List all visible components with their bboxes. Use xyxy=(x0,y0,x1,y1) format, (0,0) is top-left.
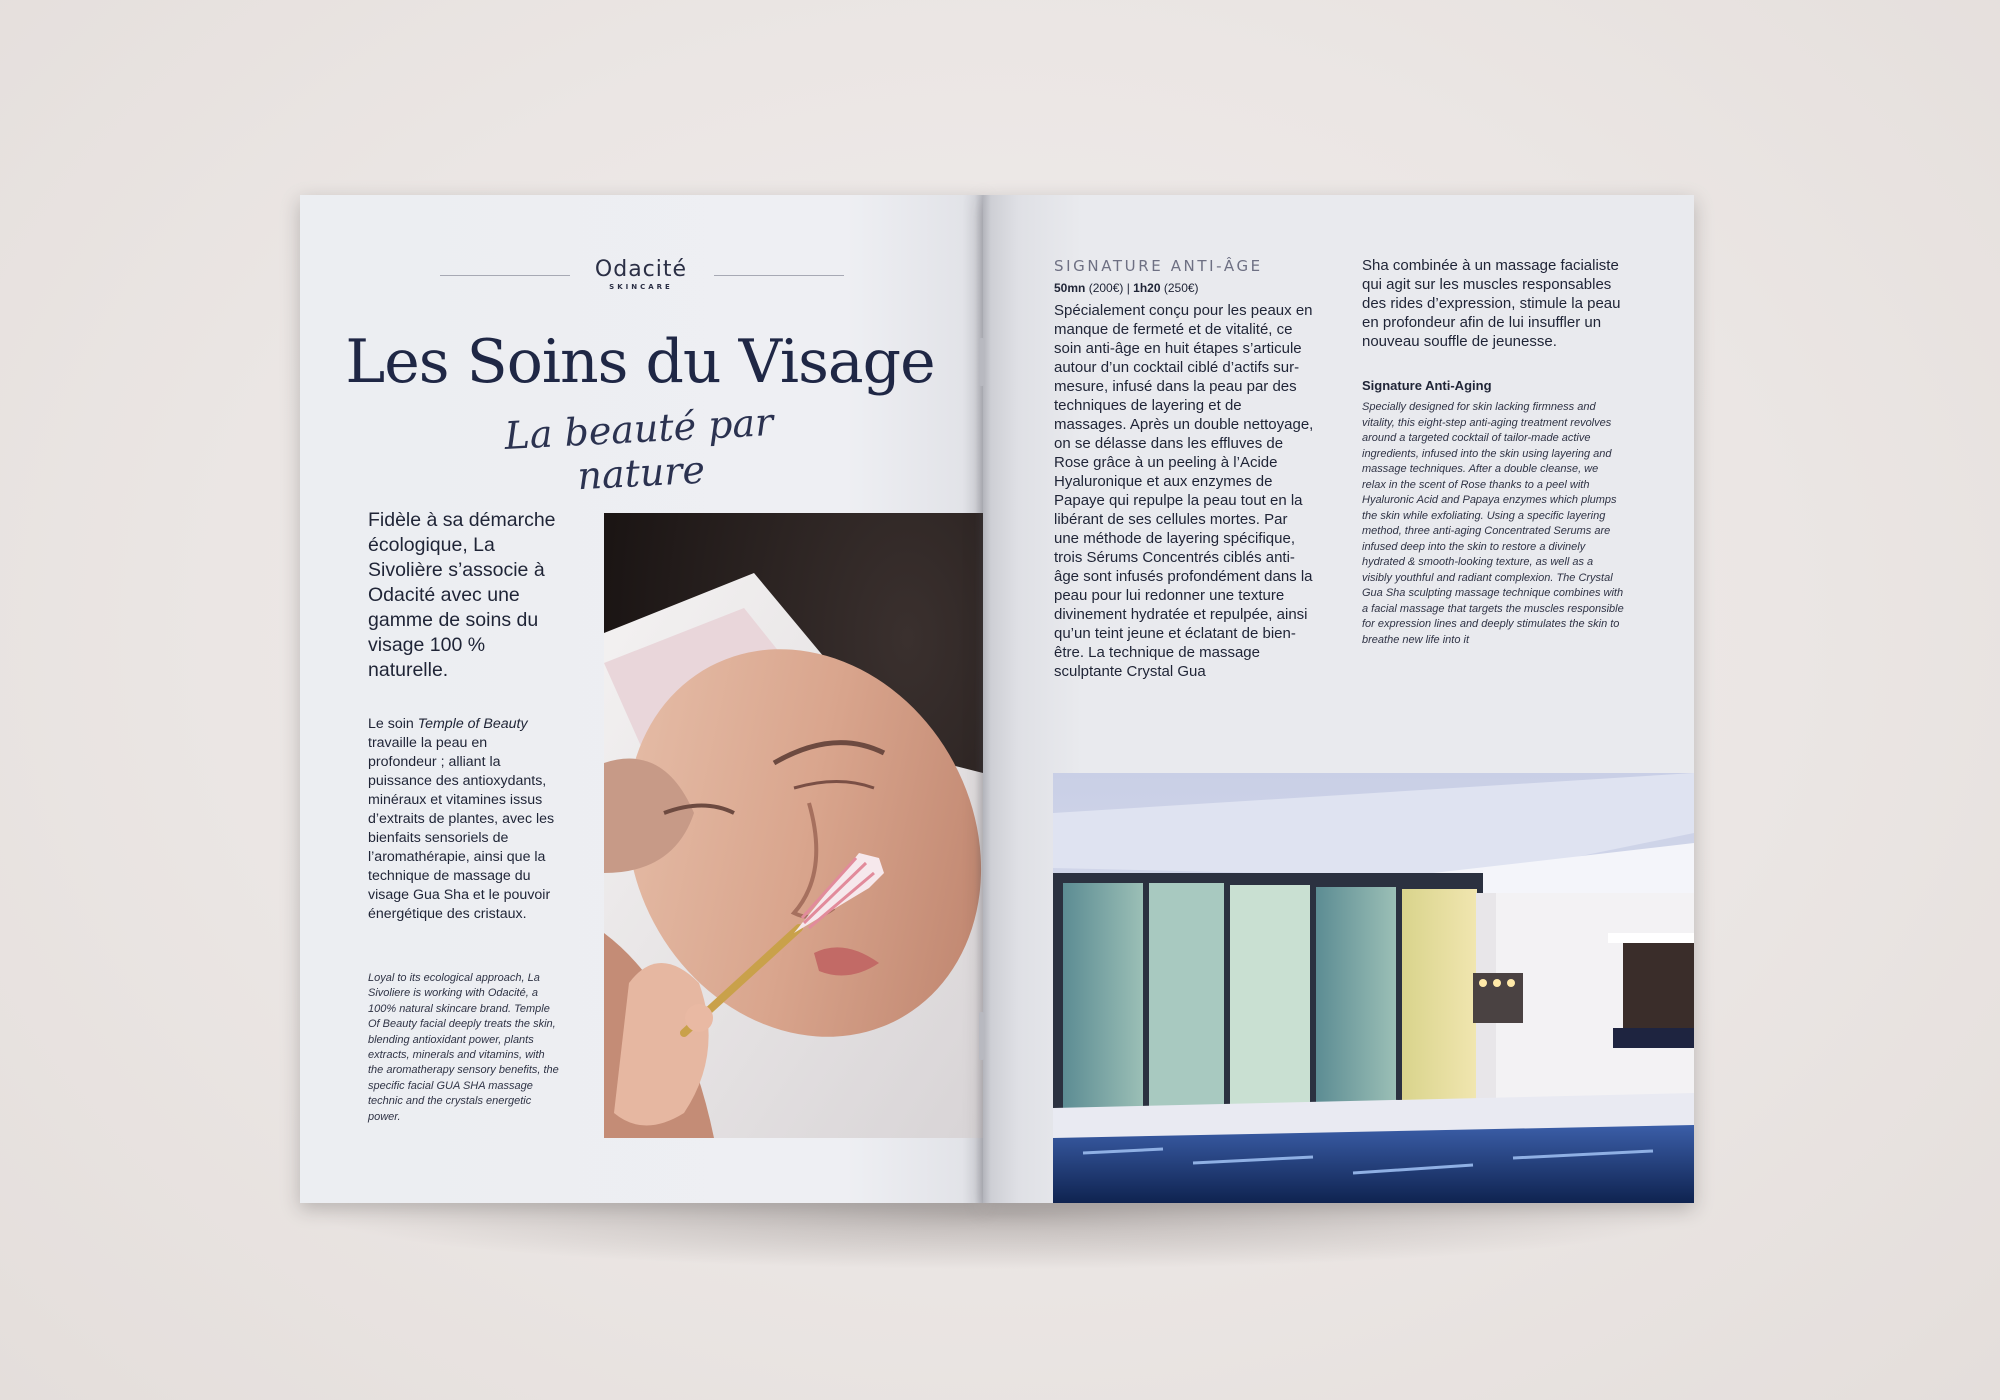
body-french-column-2: Sha combinée à un massage facialiste qui agit sur les muscles responsables des rides d’expression, stimule la peau en profondeur afin de lui insuffler un nouveau souffle de jeunesse. xyxy=(1362,257,1621,350)
lead-paragraph: Fidèle à sa démarche écologique, La Sivolière s’associe à Odacité avec une gamme de soins du visage 100 % naturelle. xyxy=(368,509,556,681)
staple-bottom xyxy=(979,1012,984,1060)
section-heading: SIGNATURE ANTI-ÂGE xyxy=(1054,257,1263,275)
body-french xyxy=(368,715,558,924)
staple-top xyxy=(979,338,984,386)
price-long: (250€) xyxy=(1160,281,1199,295)
price-short: (200€) | xyxy=(1085,281,1134,295)
body-french-column-1: Spécialement conçu pour les peaux en manque de fermeté et de vitalité, ce soin anti-âge en huit étapes s’articule autour d’un cocktail ciblé d’actifs sur-mesure, infusé dans la peau par des techniques de layering et de massages. Après un double nettoyage, on se délasse dans les effluves de Rose grâce à un peeling à l’Acide Hyaluronique et aux enzymes de Papaye qui repulpe la peau tout en la libérant de ses cellules mortes. Par une méthode de layering spécifique, trois Sérums Concentrés ciblés anti-âge sont infusés profondément dans la peau pour lui redonner une texture divinement hydratée et repulpée, ainsi qu’un teint jeune et éclatant de bien-être. La technique de massage sculptante Crystal Gua xyxy=(1054,302,1314,680)
brand-name: Odacité xyxy=(594,257,688,282)
body-french-rest: travaille la peau en profondeur ; alliant la puissance des antioxydants, minéraux et vitamines issus d’extraits de plantes, avec les bienfaits sensoriels de l’aromathérapie, ainsi que la technique de massage du visage Gua Sha et le pouvoir énergétique des cristaux. xyxy=(368,735,555,922)
body-french-prefix: Le soin xyxy=(368,716,418,732)
script-tagline: La beauté par nature xyxy=(503,400,775,499)
facial-treatment-illustration xyxy=(604,513,983,1138)
english-heading: Signature Anti-Aging xyxy=(1362,378,1492,393)
body-french-italic: Temple of Beauty xyxy=(417,716,528,732)
page-title: Les Soins du Visage xyxy=(345,327,935,397)
body-english: Loyal to its ecological approach, La Sivoliere is working with Odacité, a 100% natural skincare brand. Temple Of Beauty facial deeply treats the skin, blending antioxidant power, plants extracts, minerals and vitamins, with the aromatherapy sensory benefits, the specific facial GUA SHA massage technic and the crystals energetic power. xyxy=(368,972,559,1123)
body-english-column: Specially designed for skin lacking firmness and vitality, this eight-step anti-aging treatment revolves around a targeted cocktail of tailor-made active ingredients, infused into the skin using layering and massage techniques. After a double cleanse, we relax in the scent of Rose thanks to a peel with Hyaluronic Acid and Papaya enzymes which plumps the skin while exfoliating. Using a specific layering method, three anti-aging Concentrated Serums are infused deep into the skin to restore a divinely hydrated & smooth-looking texture, as well as a visibly youthful and radiant complexion. The Crystal Gua Sha sculpting massage technique combines with a facial massage that targets the muscles responsible for expression lines and deeply stimulates the skin to breathe new life into it xyxy=(1362,401,1624,646)
duration-long: 1h20 xyxy=(1133,281,1161,295)
facial-treatment-photo xyxy=(604,513,983,1138)
brand-subtitle: SKINCARE xyxy=(609,283,673,291)
duration-short: 50mn xyxy=(1054,281,1086,295)
right-page xyxy=(983,195,1694,1203)
treatment-price xyxy=(1054,281,1199,295)
indoor-pool-illustration xyxy=(1053,773,1694,1203)
left-page xyxy=(300,195,983,1203)
brand-logo xyxy=(436,257,846,291)
indoor-pool-photo xyxy=(1053,773,1694,1203)
